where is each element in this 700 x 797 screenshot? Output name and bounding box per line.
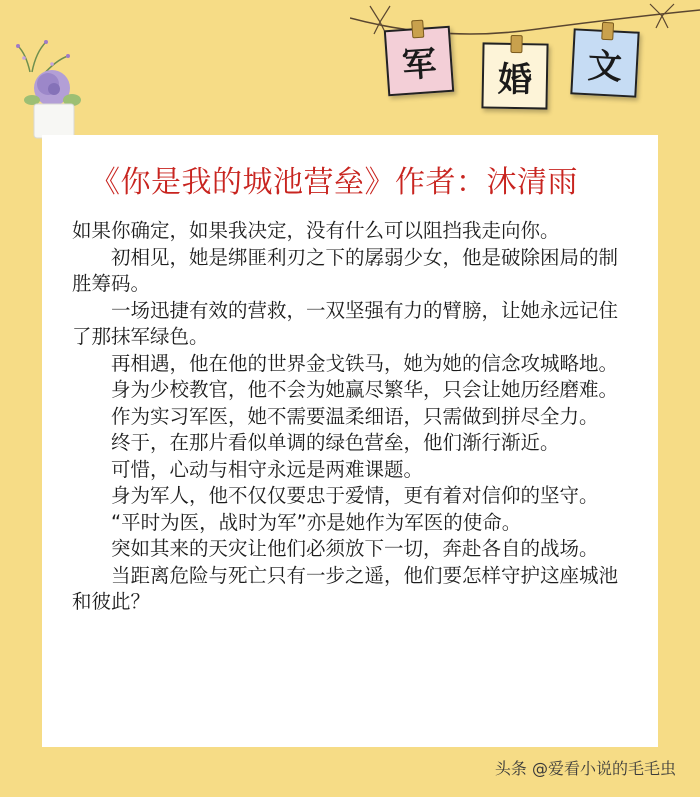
potted-plant-icon xyxy=(12,36,92,146)
synopsis-paragraph: 终于，在那片看似单调的绿色营垒，他们渐行渐近。 xyxy=(111,431,560,454)
tag-card-writing xyxy=(570,28,639,97)
tag-card-military xyxy=(384,26,454,96)
tag-label: 婚 xyxy=(497,59,533,100)
watermark-credit: 头条 @爱看小说的毛毛虫 xyxy=(494,759,676,778)
book-title: 《你是我的城池营垒》作者：沐清雨 xyxy=(90,165,578,200)
synopsis-paragraph: 一场迅捷有效的营救，一双坚强有力的臂膀，让她永远记住了那抹军绿色。 xyxy=(72,298,619,348)
synopsis-paragraph: 如果你确定，如果我决定，没有什么可以阻挡我走向你。 xyxy=(72,219,560,242)
synopsis-paragraph: 突如其来的天灾让他们必须放下一切，奔赴各自的战场。 xyxy=(111,537,599,560)
clip-icon xyxy=(411,20,424,39)
synopsis-paragraph: 当距离危险与死亡只有一步之遥，他们要怎样守护这座城池和彼此？ xyxy=(72,563,619,613)
synopsis-paragraph: 身为少校教官，他不会为她赢尽繁华，只会让她历经磨难。 xyxy=(111,378,619,401)
clip-icon xyxy=(601,22,614,41)
clip-icon xyxy=(510,35,522,53)
synopsis-paragraph: 初相见，她是绑匪利刃之下的孱弱少女，他是破除困局的制胜筹码。 xyxy=(72,245,619,295)
synopsis-paragraph: 再相遇，他在他的世界金戈铁马，她为她的信念攻城略地。 xyxy=(111,351,619,375)
synopsis-paragraph: 可惜，心动与相守永远是两难课题。 xyxy=(111,457,424,481)
synopsis-paragraph: 身为军人，他不仅仅要忠于爱情，更有着对信仰的坚守。 xyxy=(111,484,599,507)
tag-card-marriage xyxy=(481,42,548,109)
synopsis xyxy=(72,218,636,616)
synopsis-paragraph: “平时为医，战时为军”亦是她作为军医的使命。 xyxy=(111,510,522,534)
content-card xyxy=(42,135,658,747)
tag-label: 文 xyxy=(586,45,623,88)
tag-label: 军 xyxy=(400,43,438,86)
synopsis-paragraph: 作为实习军医，她不需要温柔细语，只需做到拼尽全力。 xyxy=(111,404,599,428)
